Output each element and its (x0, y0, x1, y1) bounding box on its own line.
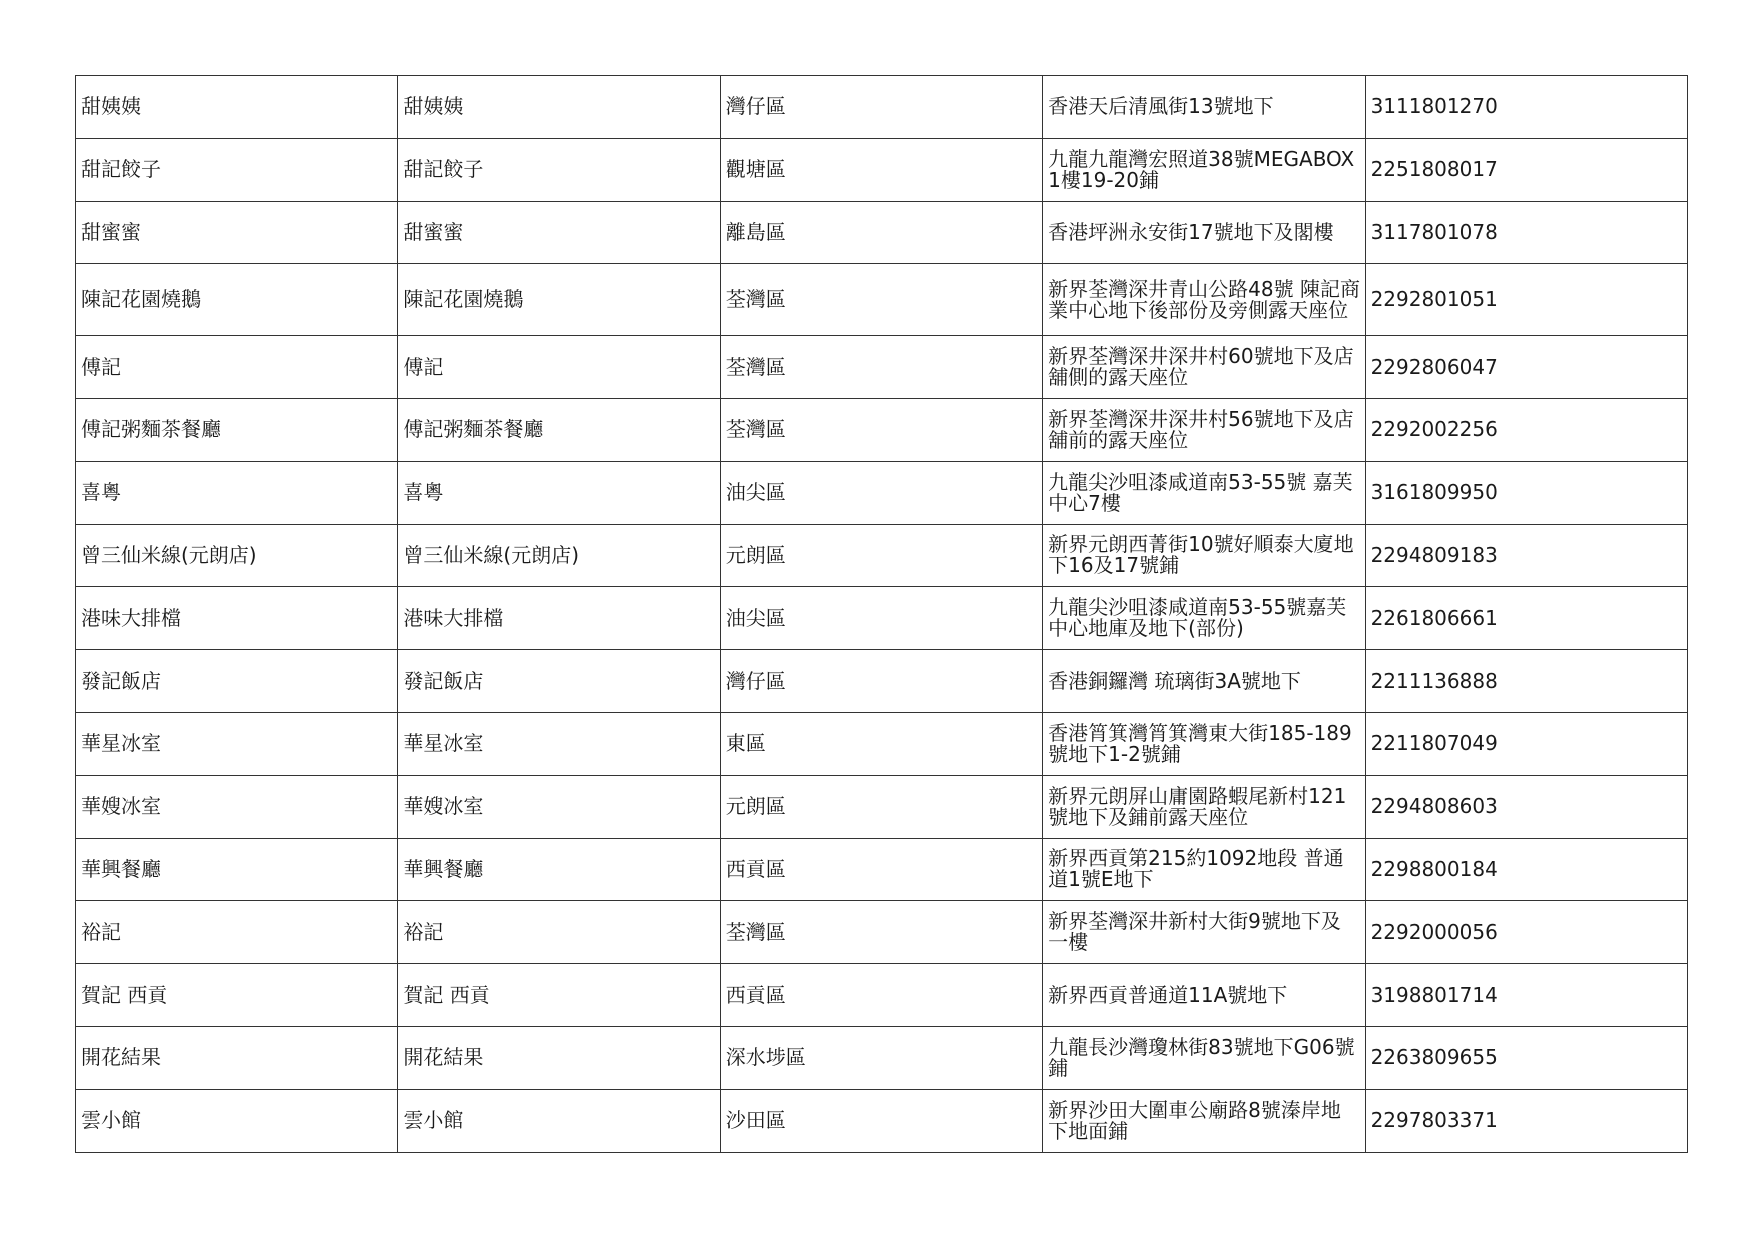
restaurant-name-cell: 開花結果 (76, 1026, 398, 1089)
address-cell: 新界元朗屏山庸園路蝦尾新村121號地下及鋪前露天座位 (1043, 775, 1365, 838)
district-cell: 沙田區 (720, 1089, 1042, 1152)
restaurant-name-alt-cell: 發記飯店 (398, 650, 720, 713)
table-row (76, 775, 1688, 838)
phone-cell: 2251808017 (1365, 138, 1687, 201)
phone-cell: 2263809655 (1365, 1026, 1687, 1089)
district-cell: 西貢區 (720, 964, 1042, 1027)
district-cell: 荃灣區 (720, 264, 1042, 336)
district-cell: 灣仔區 (720, 650, 1042, 713)
phone-cell: 2292806047 (1365, 336, 1687, 399)
restaurant-name-alt-cell: 華興餐廳 (398, 838, 720, 901)
district-cell: 荃灣區 (720, 901, 1042, 964)
address-cell: 九龍尖沙咀漆咸道南53-55號嘉芙中心地庫及地下(部份) (1043, 587, 1365, 650)
district-cell: 油尖區 (720, 461, 1042, 524)
table-row (76, 461, 1688, 524)
address-cell: 香港坪洲永安街17號地下及閣樓 (1043, 201, 1365, 264)
restaurant-name-alt-cell: 雲小館 (398, 1089, 720, 1152)
restaurant-name-cell: 華興餐廳 (76, 838, 398, 901)
table-row (76, 1026, 1688, 1089)
phone-cell: 2292002256 (1365, 398, 1687, 461)
table-row (76, 524, 1688, 587)
restaurant-name-cell: 發記飯店 (76, 650, 398, 713)
address-cell: 新界元朗西菁街10號好順泰大廈地下16及17號鋪 (1043, 524, 1365, 587)
restaurant-name-alt-cell: 傅記 (398, 336, 720, 399)
restaurant-name-alt-cell: 甜記餃子 (398, 138, 720, 201)
district-cell: 東區 (720, 712, 1042, 775)
address-cell: 新界荃灣深井新村大街9號地下及一樓 (1043, 901, 1365, 964)
phone-cell: 2292801051 (1365, 264, 1687, 336)
restaurant-name-cell: 傅記粥麵茶餐廳 (76, 398, 398, 461)
table-row (76, 398, 1688, 461)
restaurant-name-alt-cell: 開花結果 (398, 1026, 720, 1089)
restaurant-name-alt-cell: 陳記花園燒鵝 (398, 264, 720, 336)
table-row (76, 712, 1688, 775)
table-row (76, 264, 1688, 336)
phone-cell: 2298800184 (1365, 838, 1687, 901)
phone-cell: 2261806661 (1365, 587, 1687, 650)
district-cell: 離島區 (720, 201, 1042, 264)
district-cell: 西貢區 (720, 838, 1042, 901)
address-cell: 香港筲箕灣筲箕灣東大街185-189號地下1-2號鋪 (1043, 712, 1365, 775)
address-cell: 新界荃灣深井青山公路48號 陳記商業中心地下後部份及旁側露天座位 (1043, 264, 1365, 336)
table-row (76, 336, 1688, 399)
restaurant-name-alt-cell: 華星冰室 (398, 712, 720, 775)
address-cell: 香港天后清風街13號地下 (1043, 76, 1365, 139)
restaurant-name-cell: 曾三仙米線(元朗店) (76, 524, 398, 587)
restaurant-name-cell: 賀記 西貢 (76, 964, 398, 1027)
restaurant-name-cell: 雲小館 (76, 1089, 398, 1152)
address-cell: 九龍九龍灣宏照道38號MEGABOX1樓19-20鋪 (1043, 138, 1365, 201)
address-cell: 新界西貢普通道11A號地下 (1043, 964, 1365, 1027)
phone-cell: 2211136888 (1365, 650, 1687, 713)
phone-cell: 2294808603 (1365, 775, 1687, 838)
table-row (76, 838, 1688, 901)
phone-cell: 2292000056 (1365, 901, 1687, 964)
phone-cell: 2211807049 (1365, 712, 1687, 775)
restaurant-name-cell: 港味大排檔 (76, 587, 398, 650)
restaurant-name-alt-cell: 喜粵 (398, 461, 720, 524)
district-cell: 元朗區 (720, 775, 1042, 838)
table-row (76, 901, 1688, 964)
phone-cell: 3161809950 (1365, 461, 1687, 524)
phone-cell: 2297803371 (1365, 1089, 1687, 1152)
phone-cell: 3111801270 (1365, 76, 1687, 139)
district-cell: 深水埗區 (720, 1026, 1042, 1089)
phone-cell: 3117801078 (1365, 201, 1687, 264)
address-cell: 新界荃灣深井深井村56號地下及店舖前的露天座位 (1043, 398, 1365, 461)
table-row (76, 201, 1688, 264)
table-row (76, 587, 1688, 650)
restaurant-name-alt-cell: 曾三仙米線(元朗店) (398, 524, 720, 587)
restaurant-name-cell: 華星冰室 (76, 712, 398, 775)
table-row (76, 76, 1688, 139)
restaurant-name-cell: 甜姨姨 (76, 76, 398, 139)
restaurant-name-cell: 裕記 (76, 901, 398, 964)
restaurant-name-cell: 甜記餃子 (76, 138, 398, 201)
district-cell: 元朗區 (720, 524, 1042, 587)
restaurant-name-alt-cell: 華嫂冰室 (398, 775, 720, 838)
district-cell: 荃灣區 (720, 336, 1042, 399)
restaurant-table-page (75, 75, 1687, 1153)
table-row (76, 138, 1688, 201)
restaurant-name-cell: 陳記花園燒鵝 (76, 264, 398, 336)
district-cell: 荃灣區 (720, 398, 1042, 461)
restaurant-table (75, 75, 1688, 1153)
restaurant-name-alt-cell: 裕記 (398, 901, 720, 964)
district-cell: 灣仔區 (720, 76, 1042, 139)
restaurant-name-cell: 喜粵 (76, 461, 398, 524)
restaurant-name-alt-cell: 甜蜜蜜 (398, 201, 720, 264)
table-row (76, 1089, 1688, 1152)
district-cell: 油尖區 (720, 587, 1042, 650)
phone-cell: 3198801714 (1365, 964, 1687, 1027)
district-cell: 觀塘區 (720, 138, 1042, 201)
address-cell: 新界沙田大圍車公廟路8號溱岸地下地面鋪 (1043, 1089, 1365, 1152)
address-cell: 新界西貢第215約1092地段 普通道1號E地下 (1043, 838, 1365, 901)
table-row (76, 964, 1688, 1027)
restaurant-name-alt-cell: 傅記粥麵茶餐廳 (398, 398, 720, 461)
restaurant-name-alt-cell: 甜姨姨 (398, 76, 720, 139)
restaurant-name-alt-cell: 港味大排檔 (398, 587, 720, 650)
restaurant-name-alt-cell: 賀記 西貢 (398, 964, 720, 1027)
table-row (76, 650, 1688, 713)
address-cell: 九龍長沙灣瓊林街83號地下G06號鋪 (1043, 1026, 1365, 1089)
restaurant-name-cell: 華嫂冰室 (76, 775, 398, 838)
address-cell: 九龍尖沙咀漆咸道南53-55號 嘉芙中心7樓 (1043, 461, 1365, 524)
address-cell: 香港銅鑼灣 琉璃街3A號地下 (1043, 650, 1365, 713)
phone-cell: 2294809183 (1365, 524, 1687, 587)
restaurant-name-cell: 甜蜜蜜 (76, 201, 398, 264)
restaurant-name-cell: 傅記 (76, 336, 398, 399)
address-cell: 新界荃灣深井深井村60號地下及店舖側的露天座位 (1043, 336, 1365, 399)
